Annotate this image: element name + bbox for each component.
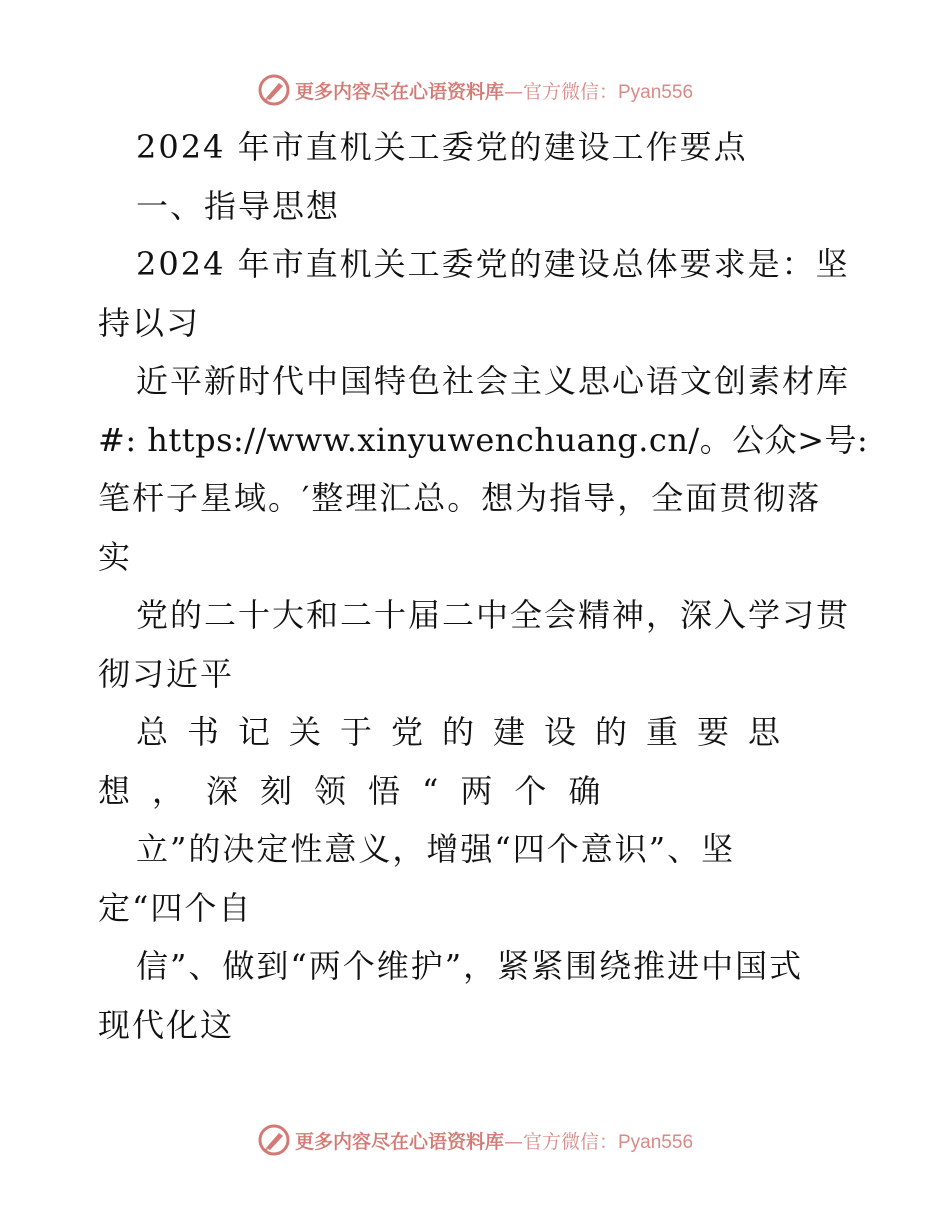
paragraph-line: 想，深刻领悟“两个确 <box>98 771 623 810</box>
header-banner-wechat-label: 官方微信： <box>522 80 618 103</box>
pen-logo-icon <box>257 73 291 107</box>
footer-banner <box>0 1120 950 1160</box>
paragraph-line: 现代化这 <box>98 1005 235 1044</box>
paragraph-line: 党的二十大和二十届二中全会精神，深入学习贯 <box>136 596 851 634</box>
paragraph-line: 实 <box>98 537 133 576</box>
paragraph-line: 笔杆子星域。′整理汇总。想为指导，全面贯彻落 <box>98 479 822 517</box>
footer-banner-text <box>295 1127 693 1154</box>
paragraph-line: 2024 年市直机关工委党的建设总体要求是：坚 <box>136 245 850 283</box>
paragraph-line: #: https://www.xinyuwenchuang.cn/。公众>号: <box>98 420 869 459</box>
paragraph-line: 定“四个自 <box>98 888 253 927</box>
header-banner <box>0 70 950 110</box>
header-banner-main: 更多内容尽在心语资料库 <box>294 80 504 103</box>
paragraph-line: 立”的决定性意义，增强“四个意识”、坚 <box>136 830 736 868</box>
header-banner-wechat-id: Pyan556 <box>618 81 694 103</box>
footer-banner-dash: — <box>503 1130 523 1153</box>
document-body <box>98 118 869 1054</box>
header-banner-dash: — <box>503 80 523 103</box>
paragraph-line: 信”、做到“两个维护”，紧紧围绕推进中国式 <box>136 947 804 985</box>
section-heading: 一、指导思想 <box>136 186 341 225</box>
footer-banner-main: 更多内容尽在心语资料库 <box>294 1130 504 1153</box>
pen-logo-icon <box>257 1123 291 1157</box>
paragraph-line: 彻习近平 <box>98 654 235 693</box>
footer-banner-wechat-label: 官方微信： <box>522 1130 618 1153</box>
footer-banner-wechat-id: Pyan556 <box>618 1131 694 1153</box>
document-title: 2024 年市直机关工委党的建设工作要点 <box>136 128 748 166</box>
paragraph-line: 近平新时代中国特色社会主义思心语文创素材库 <box>136 362 851 400</box>
paragraph-line: 总书记关于党的建设的重要思 <box>136 713 800 751</box>
header-banner-text <box>295 77 693 104</box>
paragraph-line: 持以习 <box>98 303 201 342</box>
